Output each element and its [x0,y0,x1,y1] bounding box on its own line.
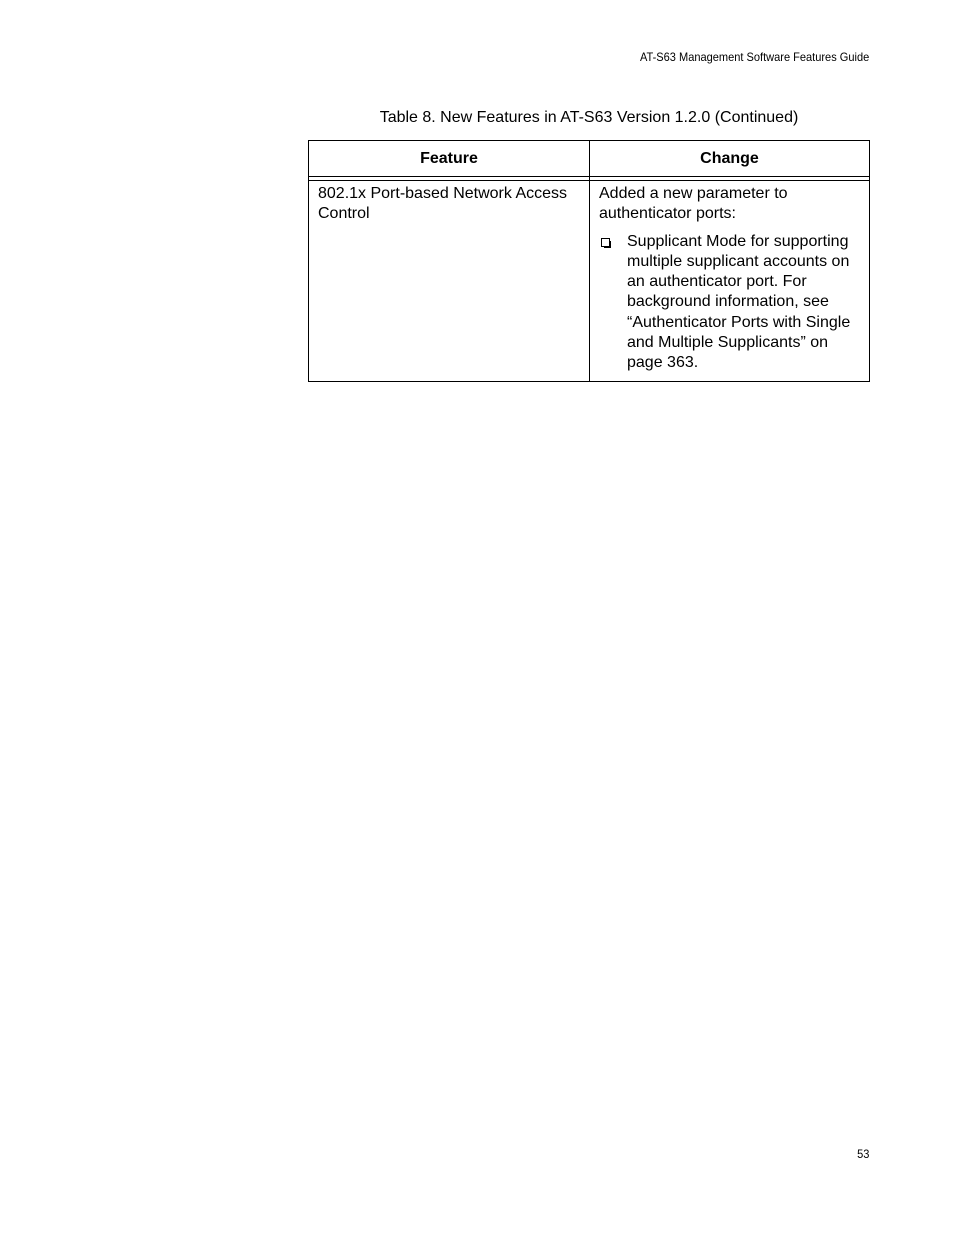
running-header: AT-S63 Management Software Features Guide [639,50,869,64]
bullet-item [599,232,860,374]
column-header-change: Change [700,150,759,167]
change-intro: Added a new parameter to authenticator ports: [599,185,788,223]
checkbox-square-icon [599,232,627,252]
page-number: 53 [856,1147,869,1161]
table-caption: Table 8. New Features in AT-S63 Version 1.2.0 (Continued) [379,109,799,126]
feature-table [308,140,870,382]
table-row [309,181,869,381]
feature-cell: 802.1x Port-based Network Access Control [309,181,590,381]
change-cell [590,181,869,381]
column-header-feature: Feature [309,141,590,176]
table-header-row [309,141,869,177]
bullet-text: Supplicant Mode for supporting multiple supplicant accounts on an authenticator port. For background information, see “Authenticator Ports with Single and Multiple Supplicants” on page 363. [627,232,851,372]
